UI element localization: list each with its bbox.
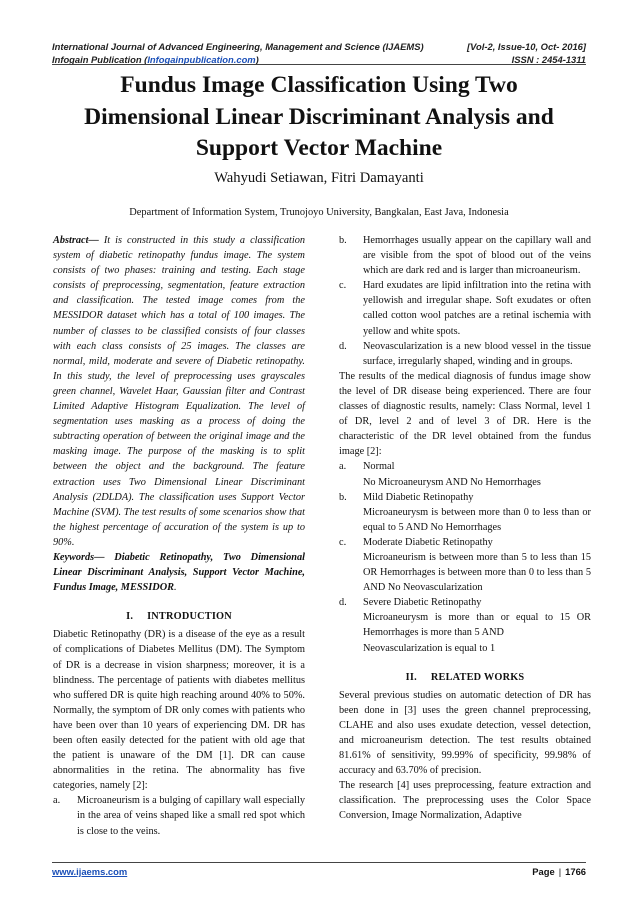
dr-level-criteria: Microaneurism is between more than 5 to less than 15 OR Hemorrhages is between more than 0 to less than 5 AND No Neovascularization	[363, 551, 591, 594]
dr-level-item: c. Moderate Diabetic Retinopathy	[339, 536, 493, 548]
section-heading-introduction: I. INTRODUCTION	[126, 611, 232, 623]
journal-name: International Journal of Advanced Engineering, Management and Science (IJAEMS)	[52, 41, 424, 52]
abstract: Abstract— It is constructed in this study a classification system of diabetic retinopathy fundus image. The system consists of two phases: training and testing. Each stage consists of preprocessing, segmentation, feature extraction and classification. The tested image comes from the MESSIDOR dataset which has a total of 100 images. The number of classes to be classified consists of four classes with each class consists of 25 images. The classes are normal, mild, moderate and severe of Diabetic retinopathy. In this study, the level of preprocessing uses grayscales green channel, Wavelet Haar, Gaussian filter and Contrast Limited Adaptive Histogram Equalization. The level of segmentation uses masking as a process of doing the subtracting operation of between the original image and the masking image. The purpose of the masking is to split between the object and the background. The feature extraction uses Two Dimensional Linear Discriminant Analysis (2DLDA). The classification uses Support Vector Machine (SVM). The test results of some scenarios show that the highest percentage of accuration of the system is up to 90%.	[53, 235, 305, 548]
page-footer	[52, 866, 586, 877]
list-item: b. Hemorrhages usually appear on the capillary wall and are visible from the spot of blood out of the veins which are dark red and is larger than microaneurism.	[339, 235, 591, 277]
dr-level-item: d. Severe Diabetic Retinopathy	[339, 597, 482, 609]
volume-info: [Vol-2, Issue-10, Oct- 2016]	[467, 41, 586, 52]
left-column	[53, 233, 305, 839]
running-header	[52, 40, 586, 66]
keywords: Keywords— Diabetic Retinopathy, Two Dimensional Linear Discriminant Analysis, Support Vector Machine, Fundus Image, MESSIDOR.	[53, 551, 305, 594]
dr-level-item: a. Normal	[339, 461, 395, 473]
section-heading-related-works: II. RELATED WORKS	[405, 671, 525, 683]
dr-level-criteria: No Microaneurysm AND No Hemorrhages	[363, 476, 541, 488]
issn: ISSN : 2454-1311	[511, 54, 586, 65]
intro-paragraph: Diabetic Retinopathy (DR) is a disease of the eye as a result of complications of Diabetes Mellitus (DM). The Symptom of DR is a decrease in vision sharpness; moreover, it is a blindness. The percentage of patients with diabetes mellitus who suffered DR is quite high reaching around 40% to 50%. Normally, the symptom of DR only comes with patients who have been over than 10 years of experiencing DM. DR has been often easily detected for the patient with old age that the patient is unaware of the DM [1]. DR can cause abnormalities in the retina. The abnormality has five categories, namely [2]:	[53, 629, 305, 792]
right-column	[339, 233, 591, 824]
related-paragraph-1: Several previous studies on automatic detection of DR has been done in [3] uses the green channel preprocessing, CLAHE and also uses exudate detection, vessel detection, and microaneurism detection. The test results obtained 81.61% of sensitivity, 99.99% of specificity, 99.98% of accuracy and 63.70% of precision.	[339, 689, 591, 777]
publisher: Infogain Publication (Infogainpublication.com)	[52, 54, 259, 65]
affiliation: Department of Information System, Trunojoyo University, Bangkalan, East Java, Indonesia	[129, 207, 509, 218]
authors: Wahyudi Setiawan, Fitri Damayanti	[214, 170, 424, 186]
results-paragraph: The results of the medical diagnosis of fundus image show the level of DR disease being experienced. There are four classes of diagnostic results, namely: Class Normal, level 1 of DR, level 2 and of level 3 of DR. Here is the characteristic of the DR level obtained from the fundus image [2]:	[339, 370, 591, 458]
dr-level-item: b. Mild Diabetic Retinopathy	[339, 491, 474, 503]
footer-divider	[52, 862, 586, 863]
publisher-link[interactable]: Infogainpublication.com	[147, 54, 256, 65]
dr-level-criteria: Neovascularization is equal to 1	[363, 642, 496, 654]
list-item: d. Neovascularization is a new blood vessel in the tissue surface, irregularly shaped, winding and in groups.	[339, 340, 591, 367]
related-paragraph-2: The research [4] uses preprocessing, feature extraction and classification. The preprocessing uses the Color Space Conversion, Image Normalization, Adaptive	[339, 780, 591, 822]
journal-website-link[interactable]: www.ijaems.com	[52, 866, 128, 877]
paper-title: Fundus Image Classification Using Two Dimensional Linear Discriminant Analysis and Support Vector Machine	[84, 72, 554, 161]
dr-level-criteria: Microaneurysm is more than or equal to 15 OR Hemorrhages is more than 5 AND	[363, 612, 591, 639]
list-item: c. Hard exudates are lipid infiltration into the retina with yellowish and irregular shape. Soft exudates or often called cotton wool patches are a retinal ischemia with yellow and white spots.	[339, 280, 591, 337]
header-divider	[52, 64, 586, 65]
dr-level-criteria: Microaneurysm is between more than 0 to less than or equal to 5 AND No Hemorrhages	[363, 506, 591, 533]
list-item: a. Microaneurism is a bulging of capillary wall especially in the area of veins shaped like a small red spot which is close to the veins.	[53, 795, 305, 837]
page-number: Page | 1766	[532, 866, 586, 877]
